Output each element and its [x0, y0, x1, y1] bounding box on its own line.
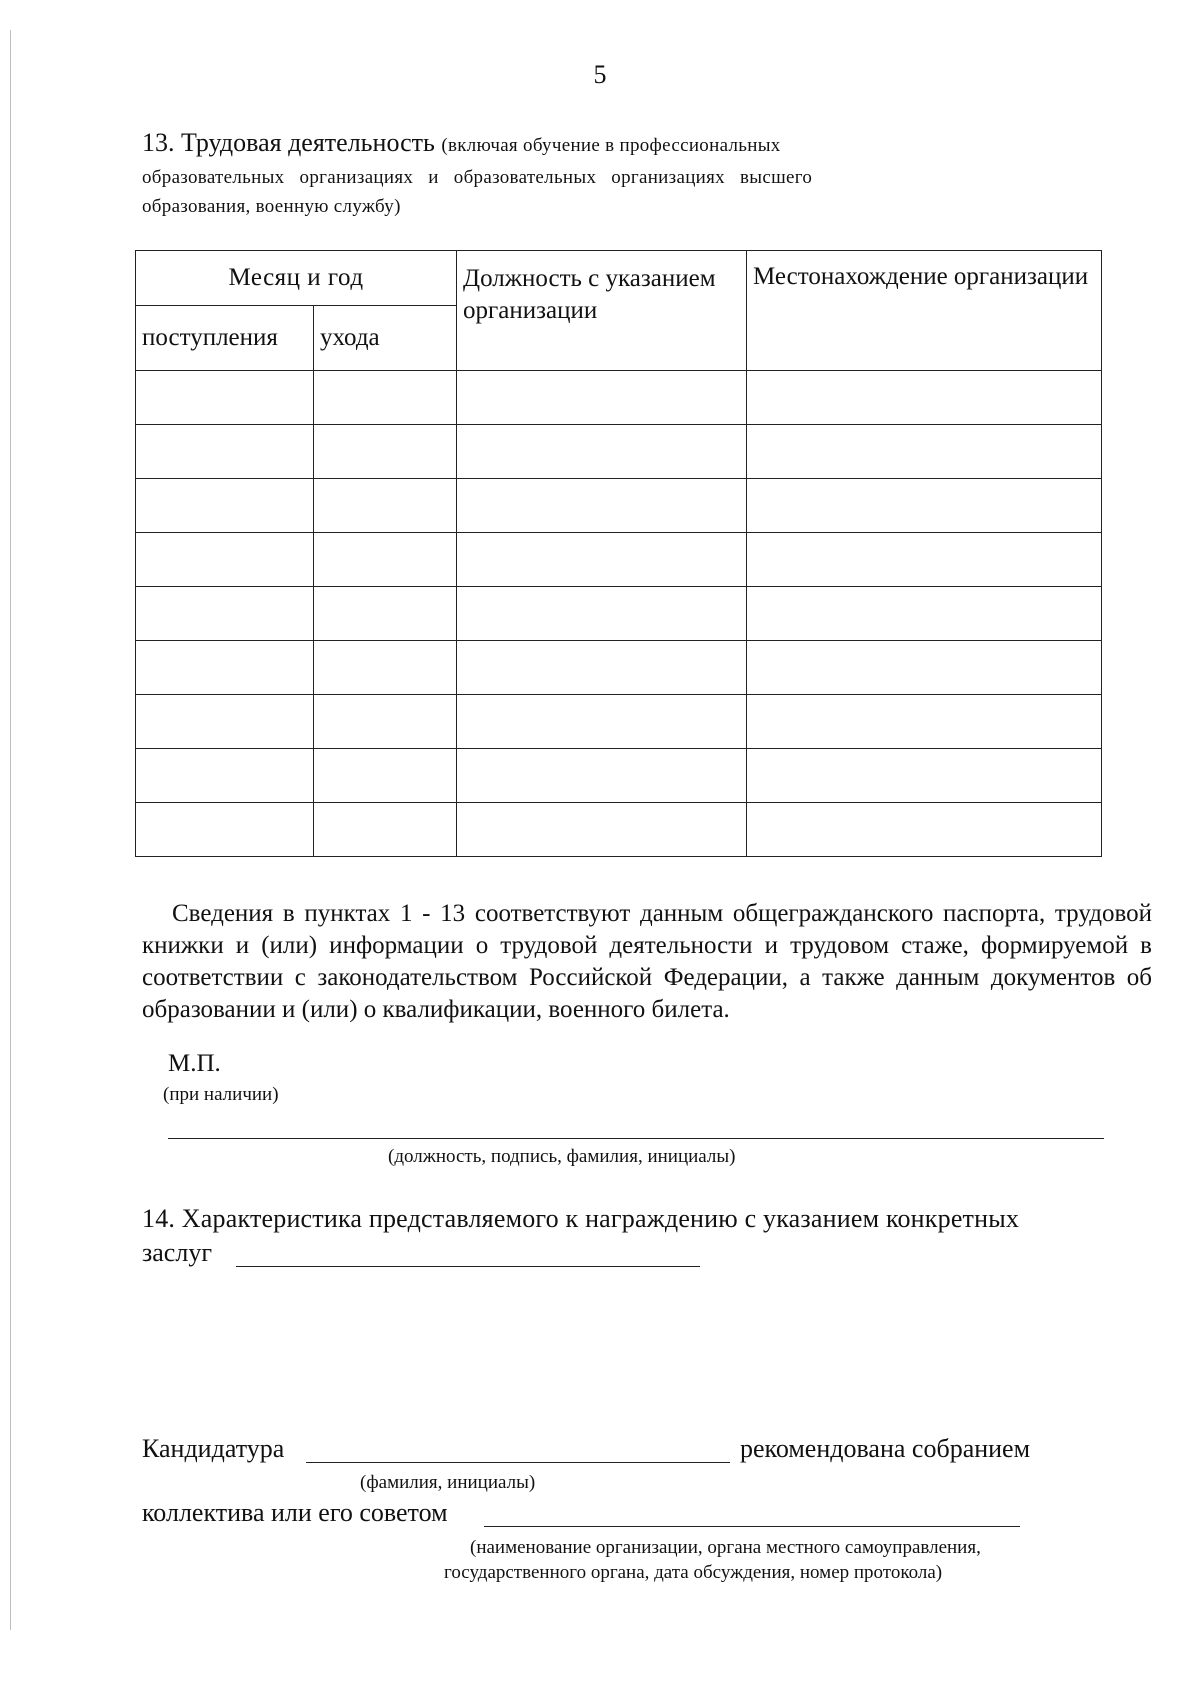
cell-leave[interactable] — [314, 479, 457, 533]
table-row — [136, 641, 1102, 695]
collective-caption-line1: (наименование организации, органа местного самоуправления, — [470, 1537, 981, 1558]
cell-position[interactable] — [457, 371, 747, 425]
collective-caption-line2: государственного органа, дата обсуждения, номер протокола) — [444, 1562, 943, 1583]
cell-leave[interactable] — [314, 749, 457, 803]
cell-position[interactable] — [457, 803, 747, 857]
cell-position[interactable] — [457, 425, 747, 479]
header-month-year: Месяц и год — [136, 251, 457, 306]
cell-position[interactable] — [457, 533, 747, 587]
header-entry: поступления — [136, 306, 314, 371]
collective-label: коллектива или его советом — [142, 1498, 448, 1527]
cell-location[interactable] — [747, 641, 1102, 695]
cell-entry[interactable] — [136, 587, 314, 641]
cell-leave[interactable] — [314, 641, 457, 695]
table-row — [136, 803, 1102, 857]
table-row — [136, 425, 1102, 479]
left-margin-line — [10, 30, 11, 1630]
signature-caption: (должность, подпись, фамилия, инициалы) — [388, 1146, 736, 1167]
cell-leave[interactable] — [314, 371, 457, 425]
cell-entry[interactable] — [136, 479, 314, 533]
section-13-heading: 13. Трудовая деятельность — [142, 128, 435, 157]
cell-position[interactable] — [457, 749, 747, 803]
cell-position[interactable] — [457, 695, 747, 749]
signature-line[interactable] — [168, 1138, 1104, 1139]
candidate-label: Кандидатура — [142, 1434, 285, 1463]
cell-entry[interactable] — [136, 695, 314, 749]
cell-leave[interactable] — [314, 587, 457, 641]
cell-location[interactable] — [747, 371, 1102, 425]
cell-leave[interactable] — [314, 425, 457, 479]
cell-position[interactable] — [457, 641, 747, 695]
cell-location[interactable] — [747, 803, 1102, 857]
table-row — [136, 533, 1102, 587]
collective-field-line[interactable] — [484, 1526, 1020, 1527]
page-number: 5 — [593, 60, 607, 89]
cell-location[interactable] — [747, 479, 1102, 533]
cell-position[interactable] — [457, 479, 747, 533]
cell-location[interactable] — [747, 533, 1102, 587]
table-row — [136, 371, 1102, 425]
header-location: Местонахождение организации — [747, 251, 1102, 371]
table-row — [136, 749, 1102, 803]
candidate-name-field-line[interactable] — [306, 1462, 730, 1463]
cell-entry[interactable] — [136, 641, 314, 695]
work-history-table — [135, 250, 1102, 857]
table-row — [136, 479, 1102, 533]
stamp-note: (при наличии) — [163, 1084, 279, 1105]
header-leave: ухода — [314, 306, 457, 371]
section-13-subtitle-line2: образовательных организациях и образовательных организациях высшего — [142, 167, 813, 188]
merits-field-line[interactable] — [236, 1266, 700, 1267]
section-14-title-cont: заслуг — [142, 1238, 212, 1267]
cell-leave[interactable] — [314, 695, 457, 749]
candidate-recommended-text: рекомендована собранием — [740, 1434, 1031, 1463]
table-row — [136, 587, 1102, 641]
cell-location[interactable] — [747, 749, 1102, 803]
header-position: Должность с указанием организации — [457, 251, 747, 371]
cell-leave[interactable] — [314, 533, 457, 587]
stamp-label: М.П. — [168, 1050, 221, 1077]
cell-entry[interactable] — [136, 425, 314, 479]
cell-entry[interactable] — [136, 533, 314, 587]
table-row — [136, 695, 1102, 749]
cell-location[interactable] — [747, 695, 1102, 749]
candidate-name-caption: (фамилия, инициалы) — [360, 1472, 536, 1493]
info-paragraph: Сведения в пунктах 1 - 13 соответствуют данным общегражданского паспорта, трудовой книжки и (или) информации о трудовой деятельности и трудовом стаже, формируемой в соответствии с законодательством Российской Федерации, а также данным документов об образовании и (или) о квалификации, военного билета. — [142, 900, 1152, 1023]
cell-location[interactable] — [747, 425, 1102, 479]
cell-entry[interactable] — [136, 749, 314, 803]
section-13-subtitle: (включая обучение в профессиональных — [441, 135, 781, 156]
cell-position[interactable] — [457, 587, 747, 641]
cell-location[interactable] — [747, 587, 1102, 641]
section-13-title — [142, 128, 781, 158]
cell-leave[interactable] — [314, 803, 457, 857]
section-14-title: 14. Характеристика представляемого к награждению с указанием конкретных — [142, 1204, 1020, 1233]
cell-entry[interactable] — [136, 371, 314, 425]
cell-entry[interactable] — [136, 803, 314, 857]
section-13-subtitle-line3: образования, военную службу) — [142, 196, 401, 217]
